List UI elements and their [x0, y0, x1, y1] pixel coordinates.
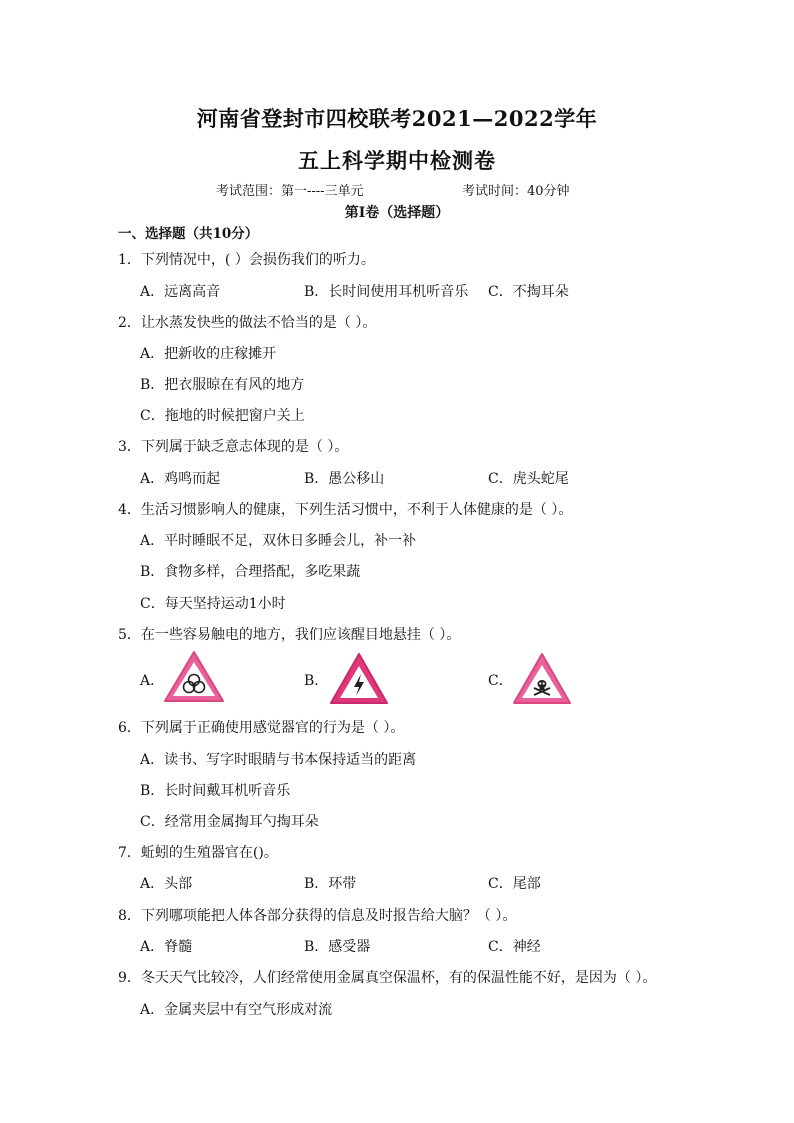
document-subtitle: 五上科学期中检测卷	[298, 148, 496, 173]
question-2-option-c: C．拖地的时候把窗户关上	[140, 408, 305, 424]
question-2-stem: 2．让水蒸发快些的做法不恰当的是（ ）。	[118, 315, 377, 331]
question-5-option-b: B．	[304, 673, 329, 689]
exam-scope: 考试范围：第一----三单元	[216, 184, 364, 199]
question-1-option-a: A．远离高音	[140, 284, 221, 300]
high-voltage-warning-sign-icon	[329, 652, 389, 706]
question-7-option-c: C．尾部	[488, 876, 541, 892]
question-1-option-b: B．长时间使用耳机听音乐	[304, 284, 469, 300]
question-3-option-c: C．虎头蛇尾	[488, 471, 569, 487]
question-3-stem: 3．下列属于缺乏意志体现的是（ ）。	[118, 439, 349, 455]
question-9-option-a: A．金属夹层中有空气形成对流	[140, 1002, 333, 1018]
question-6-option-a: A．读书、写字时眼睛与书本保持适当的距离	[140, 752, 417, 768]
question-2-option-b: B．把衣服晾在有风的地方	[140, 377, 305, 393]
question-6-option-c: C．经常用金属掏耳勺掏耳朵	[140, 814, 319, 830]
volume-heading: 第Ⅰ卷（选择题）	[344, 205, 450, 221]
question-1-stem: 1．下列情况中，( ）会损伤我们的听力。	[118, 252, 375, 268]
question-4-stem: 4．生活习惯影响人的健康，下列生活习惯中，不利于人体健康的是（ ）。	[118, 502, 573, 518]
question-4-option-c: C．每天坚持运动1小时	[140, 596, 286, 612]
question-5-option-c: C．	[488, 673, 513, 689]
question-3-option-b: B．愚公移山	[304, 471, 385, 487]
question-3-option-a: A．鸡鸣而起	[140, 471, 221, 487]
question-1-option-c: C．不掏耳朵	[488, 284, 569, 300]
question-6-option-b: B．长时间戴耳机听音乐	[140, 783, 291, 799]
question-9-stem: 9．冬天天气比较冷，人们经常使用金属真空保温杯，有的保温性能不好，是因为（ ）。	[118, 970, 657, 986]
question-7-stem: 7．蚯蚓的生殖器官在()。	[118, 845, 278, 861]
section-heading: 一、选择题（共10分）	[118, 226, 259, 242]
question-5-option-a: A．	[140, 673, 165, 689]
question-7-option-a: A．头部	[140, 876, 193, 892]
question-8-option-c: C．神经	[488, 939, 541, 955]
question-6-stem: 6．下列属于正确使用感觉器官的行为是（ ）。	[118, 720, 405, 736]
question-8-stem: 8．下列哪项能把人体各部分获得的信息及时报告给大脑？（ ）。	[118, 908, 517, 924]
question-4-option-b: B．食物多样，合理搭配，多吃果蔬	[140, 564, 361, 580]
biohazard-warning-sign-icon	[163, 650, 225, 704]
question-7-option-b: B．环带	[304, 876, 357, 892]
question-8-option-b: B．感受器	[304, 939, 371, 955]
question-5-stem: 5．在一些容易触电的地方，我们应该醒目地悬挂（ ）。	[118, 627, 461, 643]
document-title: 河南省登封市四校联考2021—2022学年	[196, 106, 598, 131]
exam-time: 考试时间：40分钟	[462, 184, 570, 199]
question-4-option-a: A．平时睡眠不足，双休日多睡会儿，补一补	[140, 533, 417, 549]
question-2-option-a: A．把新收的庄稼摊开	[140, 346, 277, 362]
poison-warning-sign-icon	[512, 652, 572, 706]
question-8-option-a: A．脊髓	[140, 939, 193, 955]
